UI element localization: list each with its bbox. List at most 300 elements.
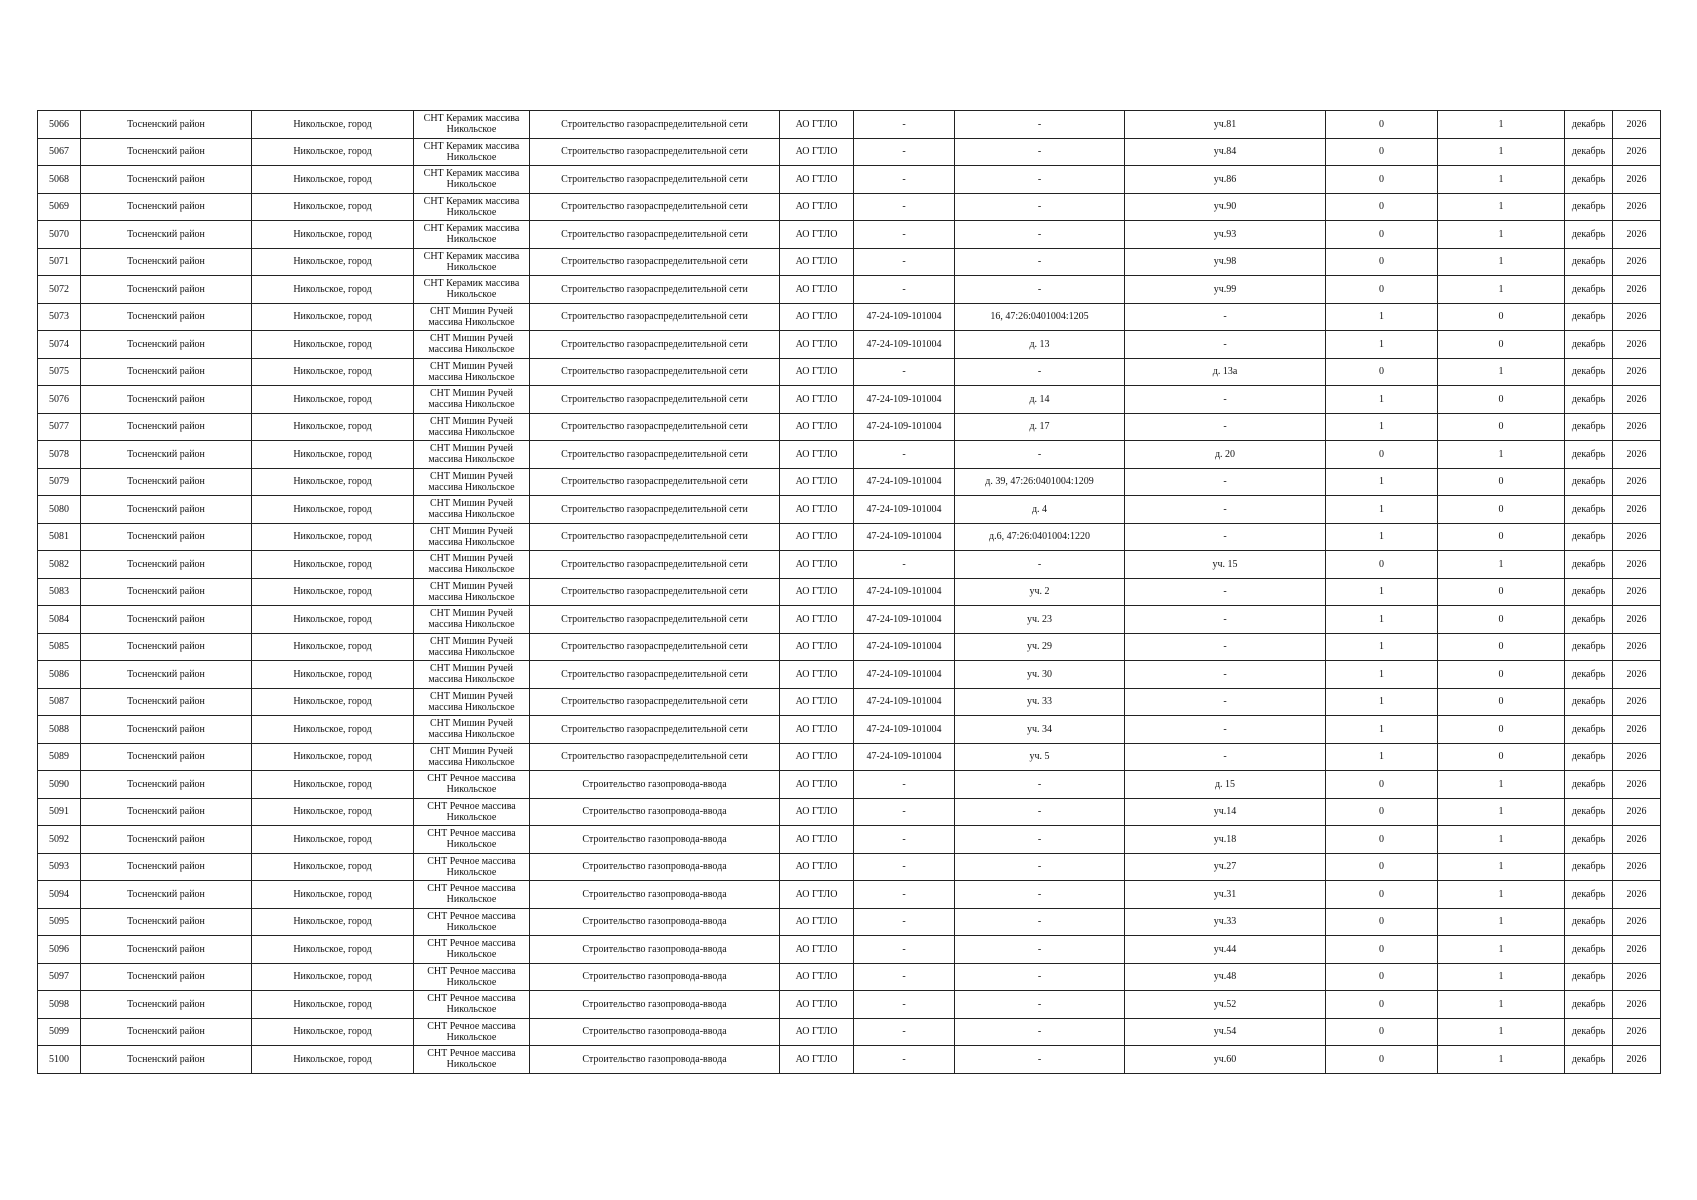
count-a-cell: 0 [1326,1046,1438,1074]
table-row [38,551,1661,579]
settlement-cell: Никольское, город [252,688,414,716]
organization-cell: АО ГТЛО [780,138,854,166]
organization-cell: АО ГТЛО [780,633,854,661]
count-b-cell: 0 [1438,688,1565,716]
address-registered-cell: д. 14 [955,386,1125,414]
month-cell: декабрь [1565,496,1613,524]
count-a-cell: 0 [1326,963,1438,991]
count-b-cell: 1 [1438,771,1565,799]
table-row [38,523,1661,551]
count-b-cell: 1 [1438,551,1565,579]
address-plot-cell: уч.18 [1125,826,1326,854]
settlement-cell: Никольское, город [252,221,414,249]
address-plot-cell: уч.52 [1125,991,1326,1019]
district-cell: Тосненский район [81,798,252,826]
address-registered-cell: - [955,826,1125,854]
garden-society-cell: СНТ Керамик массива Никольское [414,276,530,304]
settlement-cell: Никольское, город [252,303,414,331]
organization-cell: АО ГТЛО [780,606,854,634]
district-cell: Тосненский район [81,413,252,441]
table-row [38,1018,1661,1046]
table-row [38,578,1661,606]
organization-cell: АО ГТЛО [780,468,854,496]
count-b-cell: 1 [1438,276,1565,304]
organization-cell: АО ГТЛО [780,386,854,414]
settlement-cell: Никольское, город [252,138,414,166]
settlement-cell: Никольское, город [252,523,414,551]
count-b-cell: 1 [1438,193,1565,221]
address-plot-cell: - [1125,386,1326,414]
row-number-cell: 5100 [38,1046,81,1074]
settlement-cell: Никольское, город [252,578,414,606]
row-number-cell: 5091 [38,798,81,826]
row-number-cell: 5076 [38,386,81,414]
organization-cell: АО ГТЛО [780,853,854,881]
count-b-cell: 1 [1438,963,1565,991]
year-cell: 2026 [1613,441,1661,469]
address-registered-cell: - [955,276,1125,304]
settlement-cell: Никольское, город [252,358,414,386]
cadastral-quarter-cell: 47-24-109-101004 [854,633,955,661]
year-cell: 2026 [1613,688,1661,716]
district-cell: Тосненский район [81,138,252,166]
cadastral-quarter-cell: - [854,1018,955,1046]
year-cell: 2026 [1613,1046,1661,1074]
address-registered-cell: - [955,138,1125,166]
garden-society-cell: СНТ Керамик массива Никольское [414,138,530,166]
count-a-cell: 1 [1326,386,1438,414]
garden-society-cell: СНТ Мишин Ручей массива Никольское [414,551,530,579]
organization-cell: АО ГТЛО [780,276,854,304]
district-cell: Тосненский район [81,606,252,634]
garden-society-cell: СНТ Керамик массива Никольское [414,166,530,194]
table-row [38,881,1661,909]
month-cell: декабрь [1565,331,1613,359]
work-description-cell: Строительство газопровода-ввода [530,1018,780,1046]
table-row [38,386,1661,414]
settlement-cell: Никольское, город [252,1046,414,1074]
month-cell: декабрь [1565,468,1613,496]
garden-society-cell: СНТ Речное массива Никольское [414,798,530,826]
district-cell: Тосненский район [81,193,252,221]
count-a-cell: 0 [1326,111,1438,139]
organization-cell: АО ГТЛО [780,716,854,744]
row-number-cell: 5093 [38,853,81,881]
organization-cell: АО ГТЛО [780,1046,854,1074]
settlement-cell: Никольское, город [252,111,414,139]
table-row [38,111,1661,139]
count-a-cell: 0 [1326,798,1438,826]
month-cell: декабрь [1565,798,1613,826]
organization-cell: АО ГТЛО [780,193,854,221]
row-number-cell: 5087 [38,688,81,716]
address-plot-cell: - [1125,578,1326,606]
address-plot-cell: уч.81 [1125,111,1326,139]
count-b-cell: 1 [1438,138,1565,166]
work-description-cell: Строительство газопровода-ввода [530,853,780,881]
row-number-cell: 5066 [38,111,81,139]
cadastral-quarter-cell: 47-24-109-101004 [854,413,955,441]
work-description-cell: Строительство газопровода-ввода [530,881,780,909]
garden-society-cell: СНТ Мишин Ручей массива Никольское [414,468,530,496]
organization-cell: АО ГТЛО [780,221,854,249]
address-plot-cell: уч.84 [1125,138,1326,166]
month-cell: декабрь [1565,248,1613,276]
year-cell: 2026 [1613,743,1661,771]
row-number-cell: 5085 [38,633,81,661]
address-plot-cell: уч.27 [1125,853,1326,881]
address-plot-cell: д. 15 [1125,771,1326,799]
district-cell: Тосненский район [81,578,252,606]
cadastral-quarter-cell: - [854,798,955,826]
count-b-cell: 0 [1438,303,1565,331]
count-a-cell: 1 [1326,468,1438,496]
row-number-cell: 5073 [38,303,81,331]
garden-society-cell: СНТ Мишин Ручей массива Никольское [414,413,530,441]
settlement-cell: Никольское, город [252,166,414,194]
work-description-cell: Строительство газораспределительной сети [530,633,780,661]
month-cell: декабрь [1565,853,1613,881]
settlement-cell: Никольское, город [252,661,414,689]
count-b-cell: 0 [1438,468,1565,496]
district-cell: Тосненский район [81,523,252,551]
row-number-cell: 5084 [38,606,81,634]
count-a-cell: 0 [1326,276,1438,304]
row-number-cell: 5074 [38,331,81,359]
organization-cell: АО ГТЛО [780,441,854,469]
year-cell: 2026 [1613,578,1661,606]
table-row [38,413,1661,441]
address-registered-cell: уч. 23 [955,606,1125,634]
address-registered-cell: уч. 33 [955,688,1125,716]
address-plot-cell: уч.93 [1125,221,1326,249]
table-row [38,166,1661,194]
garden-society-cell: СНТ Мишин Ручей массива Никольское [414,358,530,386]
table-row [38,963,1661,991]
address-registered-cell: - [955,358,1125,386]
work-description-cell: Строительство газораспределительной сети [530,578,780,606]
garden-society-cell: СНТ Мишин Ручей массива Никольское [414,606,530,634]
table-row [38,853,1661,881]
count-b-cell: 1 [1438,826,1565,854]
organization-cell: АО ГТЛО [780,166,854,194]
address-plot-cell: - [1125,688,1326,716]
address-plot-cell: - [1125,331,1326,359]
year-cell: 2026 [1613,853,1661,881]
table-body [38,111,1661,1074]
table-row [38,743,1661,771]
table-row [38,661,1661,689]
count-b-cell: 1 [1438,1046,1565,1074]
table-row [38,908,1661,936]
month-cell: декабрь [1565,193,1613,221]
address-registered-cell: 16, 47:26:0401004:1205 [955,303,1125,331]
cadastral-quarter-cell: - [854,936,955,964]
garden-society-cell: СНТ Мишин Ручей массива Никольское [414,331,530,359]
month-cell: декабрь [1565,111,1613,139]
count-b-cell: 1 [1438,441,1565,469]
district-cell: Тосненский район [81,633,252,661]
district-cell: Тосненский район [81,1018,252,1046]
table-row [38,441,1661,469]
address-plot-cell: - [1125,716,1326,744]
district-cell: Тосненский район [81,743,252,771]
garden-society-cell: СНТ Мишин Ручей массива Никольское [414,661,530,689]
count-a-cell: 1 [1326,688,1438,716]
count-a-cell: 0 [1326,248,1438,276]
district-cell: Тосненский район [81,991,252,1019]
work-description-cell: Строительство газораспределительной сети [530,138,780,166]
count-a-cell: 0 [1326,138,1438,166]
count-a-cell: 1 [1326,606,1438,634]
work-description-cell: Строительство газораспределительной сети [530,276,780,304]
year-cell: 2026 [1613,936,1661,964]
address-plot-cell: уч.86 [1125,166,1326,194]
year-cell: 2026 [1613,523,1661,551]
district-cell: Тосненский район [81,771,252,799]
address-registered-cell: уч. 29 [955,633,1125,661]
count-a-cell: 0 [1326,221,1438,249]
garden-society-cell: СНТ Речное массива Никольское [414,853,530,881]
address-registered-cell: - [955,908,1125,936]
settlement-cell: Никольское, город [252,881,414,909]
address-registered-cell: д.6, 47:26:0401004:1220 [955,523,1125,551]
garden-society-cell: СНТ Речное массива Никольское [414,963,530,991]
table-row [38,303,1661,331]
month-cell: декабрь [1565,138,1613,166]
district-cell: Тосненский район [81,221,252,249]
address-registered-cell: - [955,111,1125,139]
month-cell: декабрь [1565,166,1613,194]
district-cell: Тосненский район [81,248,252,276]
organization-cell: АО ГТЛО [780,661,854,689]
year-cell: 2026 [1613,1018,1661,1046]
work-description-cell: Строительство газопровода-ввода [530,826,780,854]
data-table [37,110,1661,1074]
count-a-cell: 0 [1326,193,1438,221]
cadastral-quarter-cell: - [854,276,955,304]
address-plot-cell: уч. 15 [1125,551,1326,579]
garden-society-cell: СНТ Керамик массива Никольское [414,193,530,221]
count-b-cell: 0 [1438,413,1565,441]
garden-society-cell: СНТ Керамик массива Никольское [414,248,530,276]
address-plot-cell: - [1125,468,1326,496]
address-plot-cell: уч.98 [1125,248,1326,276]
count-a-cell: 1 [1326,578,1438,606]
cadastral-quarter-cell: 47-24-109-101004 [854,386,955,414]
settlement-cell: Никольское, город [252,413,414,441]
row-number-cell: 5086 [38,661,81,689]
year-cell: 2026 [1613,138,1661,166]
row-number-cell: 5080 [38,496,81,524]
settlement-cell: Никольское, город [252,936,414,964]
year-cell: 2026 [1613,193,1661,221]
cadastral-quarter-cell: - [854,771,955,799]
organization-cell: АО ГТЛО [780,771,854,799]
count-b-cell: 0 [1438,661,1565,689]
cadastral-quarter-cell: 47-24-109-101004 [854,331,955,359]
garden-society-cell: СНТ Речное массива Никольское [414,991,530,1019]
month-cell: декабрь [1565,523,1613,551]
work-description-cell: Строительство газопровода-ввода [530,1046,780,1074]
work-description-cell: Строительство газораспределительной сети [530,688,780,716]
work-description-cell: Строительство газораспределительной сети [530,413,780,441]
district-cell: Тосненский район [81,688,252,716]
garden-society-cell: СНТ Речное массива Никольское [414,908,530,936]
table-row [38,771,1661,799]
organization-cell: АО ГТЛО [780,908,854,936]
organization-cell: АО ГТЛО [780,1018,854,1046]
row-number-cell: 5068 [38,166,81,194]
row-number-cell: 5081 [38,523,81,551]
cadastral-quarter-cell: - [854,991,955,1019]
settlement-cell: Никольское, город [252,496,414,524]
row-number-cell: 5088 [38,716,81,744]
count-a-cell: 0 [1326,1018,1438,1046]
district-cell: Тосненский район [81,936,252,964]
district-cell: Тосненский район [81,716,252,744]
organization-cell: АО ГТЛО [780,578,854,606]
cadastral-quarter-cell: 47-24-109-101004 [854,716,955,744]
organization-cell: АО ГТЛО [780,358,854,386]
month-cell: декабрь [1565,221,1613,249]
month-cell: декабрь [1565,963,1613,991]
work-description-cell: Строительство газопровода-ввода [530,963,780,991]
garden-society-cell: СНТ Мишин Ручей массива Никольское [414,743,530,771]
garden-society-cell: СНТ Мишин Ручей массива Никольское [414,386,530,414]
count-b-cell: 1 [1438,881,1565,909]
count-b-cell: 0 [1438,331,1565,359]
year-cell: 2026 [1613,166,1661,194]
cadastral-quarter-cell: 47-24-109-101004 [854,523,955,551]
cadastral-quarter-cell: 47-24-109-101004 [854,688,955,716]
settlement-cell: Никольское, город [252,1018,414,1046]
year-cell: 2026 [1613,826,1661,854]
district-cell: Тосненский район [81,963,252,991]
address-registered-cell: д. 4 [955,496,1125,524]
district-cell: Тосненский район [81,111,252,139]
work-description-cell: Строительство газораспределительной сети [530,661,780,689]
row-number-cell: 5079 [38,468,81,496]
district-cell: Тосненский район [81,551,252,579]
table-row [38,826,1661,854]
row-number-cell: 5090 [38,771,81,799]
month-cell: декабрь [1565,578,1613,606]
work-description-cell: Строительство газораспределительной сети [530,386,780,414]
address-plot-cell: уч.48 [1125,963,1326,991]
count-b-cell: 1 [1438,166,1565,194]
month-cell: декабрь [1565,661,1613,689]
cadastral-quarter-cell: - [854,551,955,579]
garden-society-cell: СНТ Мишин Ручей массива Никольское [414,716,530,744]
cadastral-quarter-cell: - [854,963,955,991]
organization-cell: АО ГТЛО [780,826,854,854]
row-number-cell: 5097 [38,963,81,991]
organization-cell: АО ГТЛО [780,743,854,771]
address-registered-cell: - [955,551,1125,579]
table-row [38,716,1661,744]
address-plot-cell: уч.33 [1125,908,1326,936]
organization-cell: АО ГТЛО [780,963,854,991]
month-cell: декабрь [1565,413,1613,441]
row-number-cell: 5083 [38,578,81,606]
month-cell: декабрь [1565,633,1613,661]
year-cell: 2026 [1613,248,1661,276]
work-description-cell: Строительство газораспределительной сети [530,523,780,551]
table-row [38,248,1661,276]
cadastral-quarter-cell: - [854,881,955,909]
garden-society-cell: СНТ Мишин Ручей массива Никольское [414,496,530,524]
cadastral-quarter-cell: - [854,111,955,139]
settlement-cell: Никольское, город [252,743,414,771]
count-a-cell: 0 [1326,826,1438,854]
cadastral-quarter-cell: - [854,441,955,469]
settlement-cell: Никольское, город [252,248,414,276]
month-cell: декабрь [1565,826,1613,854]
organization-cell: АО ГТЛО [780,303,854,331]
count-a-cell: 0 [1326,853,1438,881]
garden-society-cell: СНТ Мишин Ручей массива Никольское [414,303,530,331]
settlement-cell: Никольское, город [252,386,414,414]
row-number-cell: 5067 [38,138,81,166]
address-plot-cell: - [1125,606,1326,634]
garden-society-cell: СНТ Керамик массива Никольское [414,221,530,249]
table-row [38,991,1661,1019]
district-cell: Тосненский район [81,358,252,386]
row-number-cell: 5082 [38,551,81,579]
district-cell: Тосненский район [81,881,252,909]
year-cell: 2026 [1613,111,1661,139]
organization-cell: АО ГТЛО [780,688,854,716]
settlement-cell: Никольское, город [252,468,414,496]
district-cell: Тосненский район [81,1046,252,1074]
count-b-cell: 1 [1438,936,1565,964]
settlement-cell: Никольское, город [252,606,414,634]
cadastral-quarter-cell: 47-24-109-101004 [854,496,955,524]
address-plot-cell: уч.14 [1125,798,1326,826]
district-cell: Тосненский район [81,908,252,936]
table-row [38,331,1661,359]
organization-cell: АО ГТЛО [780,331,854,359]
count-b-cell: 1 [1438,248,1565,276]
work-description-cell: Строительство газораспределительной сети [530,358,780,386]
count-b-cell: 0 [1438,523,1565,551]
settlement-cell: Никольское, город [252,853,414,881]
cadastral-quarter-cell: - [854,221,955,249]
row-number-cell: 5077 [38,413,81,441]
work-description-cell: Строительство газораспределительной сети [530,331,780,359]
address-plot-cell: уч.60 [1125,1046,1326,1074]
organization-cell: АО ГТЛО [780,413,854,441]
garden-society-cell: СНТ Речное массива Никольское [414,881,530,909]
year-cell: 2026 [1613,358,1661,386]
settlement-cell: Никольское, город [252,331,414,359]
count-b-cell: 0 [1438,716,1565,744]
cadastral-quarter-cell: - [854,853,955,881]
organization-cell: АО ГТЛО [780,248,854,276]
count-a-cell: 1 [1326,303,1438,331]
year-cell: 2026 [1613,798,1661,826]
row-number-cell: 5072 [38,276,81,304]
year-cell: 2026 [1613,716,1661,744]
count-a-cell: 1 [1326,661,1438,689]
garden-society-cell: СНТ Речное массива Никольское [414,1018,530,1046]
work-description-cell: Строительство газораспределительной сети [530,303,780,331]
address-registered-cell: - [955,963,1125,991]
address-registered-cell: - [955,771,1125,799]
month-cell: декабрь [1565,1018,1613,1046]
garden-society-cell: СНТ Керамик массива Никольское [414,111,530,139]
